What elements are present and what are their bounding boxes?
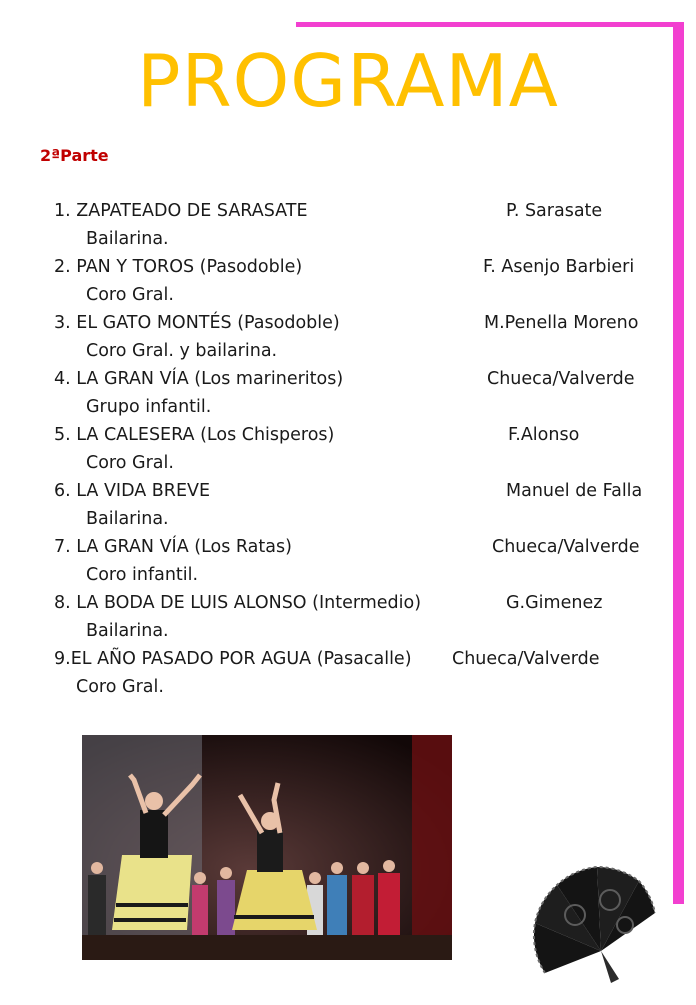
item-performer: Bailarina. <box>86 229 169 249</box>
item-composer: Chueca/Valverde <box>487 369 635 389</box>
decorative-border-right <box>673 22 684 904</box>
item-composer: G.Gimenez <box>506 593 603 613</box>
item-title: 3. EL GATO MONTÉS (Pasodoble) <box>54 313 340 333</box>
page-title: PROGRAMA <box>137 39 559 123</box>
dance-photo <box>82 735 452 960</box>
item-title: 5. LA CALESERA (Los Chisperos) <box>54 425 335 445</box>
item-title: 9.EL AÑO PASADO POR AGUA (Pasacalle) <box>54 649 412 669</box>
item-performer: Coro Gral. y bailarina. <box>86 341 278 361</box>
item-composer: Chueca/Valverde <box>492 537 640 557</box>
item-composer: F. Asenjo Barbieri <box>483 257 635 277</box>
item-performer: Bailarina. <box>86 621 169 641</box>
decorative-border-top <box>296 22 684 27</box>
item-performer: Coro Gral. <box>86 453 174 473</box>
item-title: 4. LA GRAN VÍA (Los marineritos) <box>54 369 344 389</box>
item-title: 8. LA BODA DE LUIS ALONSO (Intermedio) <box>54 593 422 613</box>
item-performer: Bailarina. <box>86 509 169 529</box>
item-composer: Manuel de Falla <box>506 481 643 501</box>
item-performer: Grupo infantil. <box>86 397 212 417</box>
item-performer: Coro Gral. <box>76 677 164 697</box>
item-title: 2. PAN Y TOROS (Pasodoble) <box>54 257 303 277</box>
item-title: 7. LA GRAN VÍA (Los Ratas) <box>54 537 292 557</box>
item-title: 1. ZAPATEADO DE SARASATE <box>54 201 308 221</box>
item-composer: M.Penella Moreno <box>484 313 639 333</box>
item-performer: Coro infantil. <box>86 565 199 585</box>
item-composer: P. Sarasate <box>506 201 603 221</box>
item-title: 6. LA VIDA BREVE <box>54 481 211 501</box>
fan-illustration <box>515 855 675 995</box>
part-heading: 2ªParte <box>40 146 109 165</box>
item-performer: Coro Gral. <box>86 285 174 305</box>
item-composer: F.Alonso <box>508 425 580 445</box>
item-composer: Chueca/Valverde <box>452 649 600 669</box>
